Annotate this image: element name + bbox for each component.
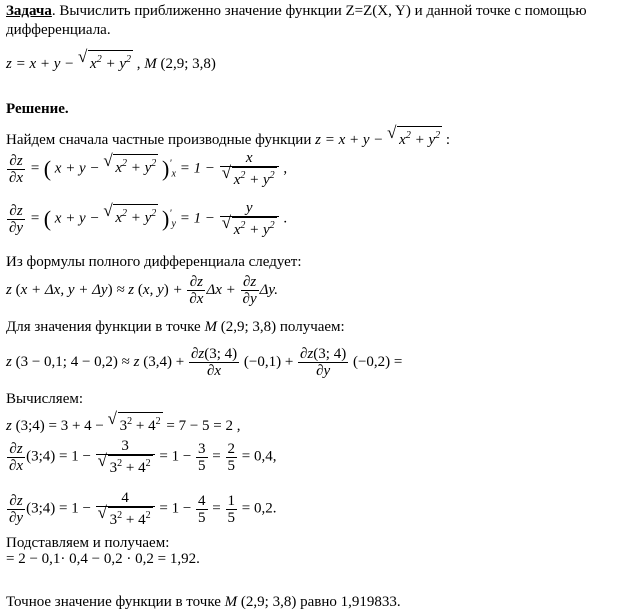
partial-y-formula: $\frac{\partial z}{\partial y}$ = ( x + y − √ $x^2 + y^2$ )$'_y = 1$ − y √ $x^2 + y^2$ . xyxy=(9,200,288,238)
task-line-2: дифференциала. xyxy=(6,22,111,38)
step3-text: Для значения функции в точке xyxy=(6,319,201,335)
partial-x-formula: $\frac{\partial z}{\partial x}$ = ( x + y − √ $x^2 + y^2$ )$'_x = 1$ − x √ $x^2 + y^2$ , xyxy=(9,150,288,188)
task-label: Задача xyxy=(6,3,52,19)
exact-suffix: равно 1,919833. xyxy=(300,594,401,610)
total-differential-formula: z (x + Δx, y + Δy) ≈ z (x, y) + $\frac{\partial z}{\partial x}$ Δx + $\frac{\partial z}{\partial y}$ Δy. xyxy=(6,274,278,307)
given-function: z = x + y − √ $x^2 + y^2$ , M (2,9; 3,8) xyxy=(6,47,216,72)
solution-heading: Решение. xyxy=(6,101,69,117)
step1-text: Найдем сначала частные производные функции xyxy=(6,132,312,148)
exact-prefix: Точное значение функции в точке xyxy=(6,594,221,610)
approx-formula: z (3 − 0,1; 4 − 0,2) ≈ z (3,4) + $\frac{\partial z(3; 4)}{\partial x}$ (−0,1) + $\frac{\partial z(3; 4)}{\partial y}$ (−0,2) = xyxy=(6,346,403,379)
calc-dx: $\frac{\partial z}{\partial x}$ (3;4) = 1 − 3 √ $3^2 + 4^2$ = 1 − $\frac{3}{5}$ = $\frac{2}{5}$ = 0,4, xyxy=(9,438,277,476)
exact-value-line: Точное значение функции в точке M (2,9; 3,8) равно 1,919833. xyxy=(6,594,401,610)
task-text: . Вычислить приближенно значение функции Z=Z(X, Y) и данной точке с помощью xyxy=(51,3,587,19)
step3-line: Для значения функции в точке M (2,9; 3,8) получаем: xyxy=(6,319,345,335)
step5-text: Подставляем и получаем: xyxy=(6,535,170,551)
calc-z: z (3;4) = 3 + 4 − √ $3^2 + 4^2 = 7 - 5 = 2$ , xyxy=(6,409,241,434)
step4-text: Вычисляем: xyxy=(6,391,84,407)
step1-function: z = x + y − √ $x^2 + y^2$ xyxy=(315,123,441,148)
step1-line: Найдем сначала частные производные функции z = x + y − √ $x^2 + y^2$ : xyxy=(6,123,451,148)
calc-dy: $\frac{\partial z}{\partial y}$ (3;4) = 1 − 4 √ $3^2 + 4^2$ = 1 − $\frac{4}{5}$ = $\frac{1}{5}$ = 0,2. xyxy=(9,490,277,528)
result-line: = 2 − 0,1· 0,4 − 0,2 · 0,2 = 1,92. xyxy=(6,551,200,567)
step2-text: Из формулы полного дифференциала следует: xyxy=(6,254,302,270)
step3-tail: получаем: xyxy=(279,319,345,335)
task-line xyxy=(6,2,587,20)
